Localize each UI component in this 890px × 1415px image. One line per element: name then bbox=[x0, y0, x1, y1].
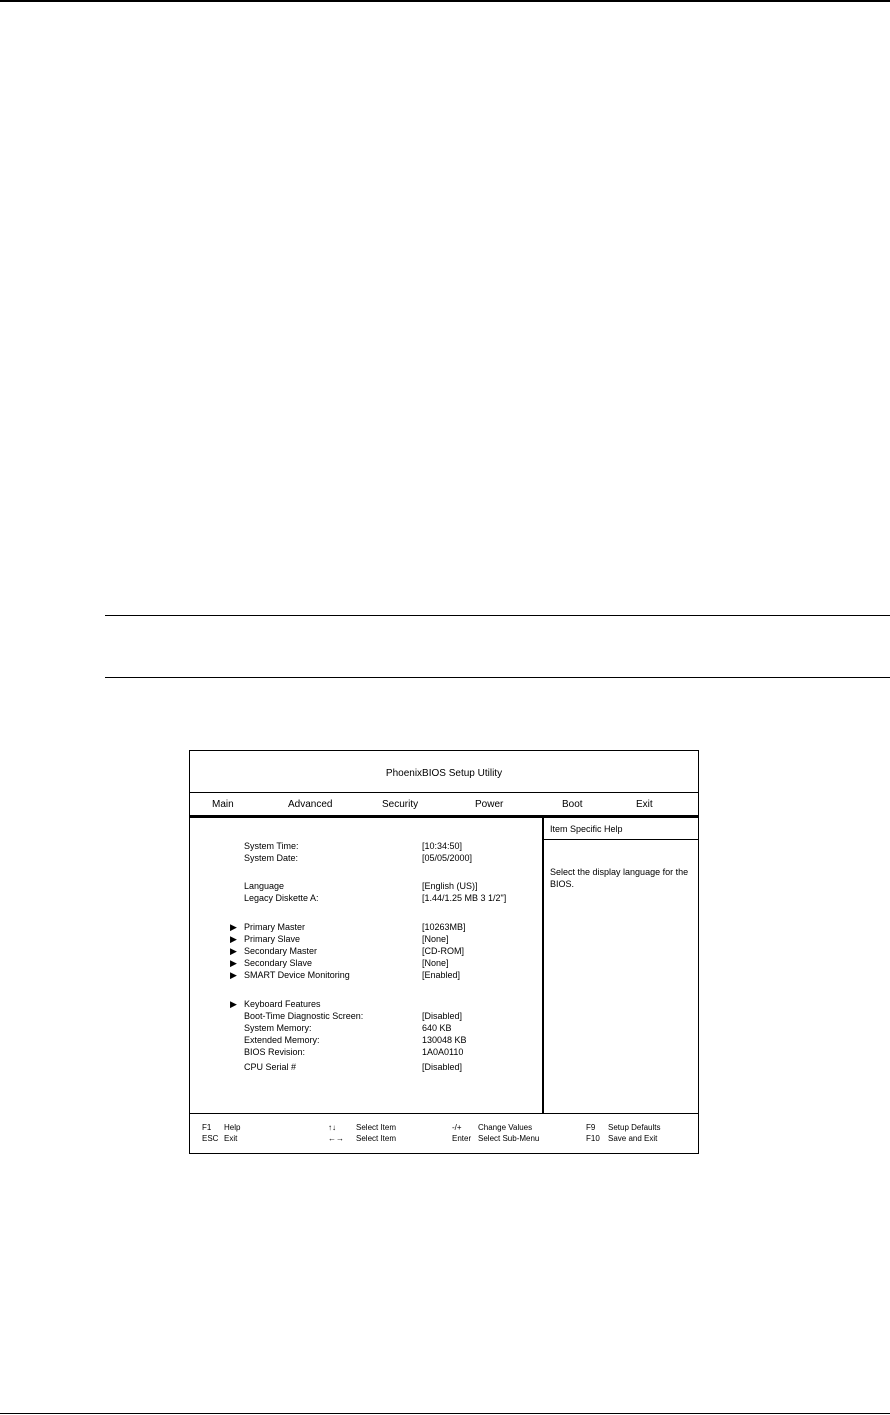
page-top-rule bbox=[0, 0, 890, 2]
setting-primary-master[interactable] bbox=[190, 921, 542, 933]
setting-value[interactable]: [None] bbox=[422, 934, 449, 944]
setting-label: Primary Slave bbox=[244, 934, 301, 944]
help-panel bbox=[544, 818, 698, 1113]
menu-power[interactable]: Power bbox=[475, 799, 504, 810]
key-f9-desc: Setup Defaults bbox=[608, 1123, 661, 1132]
setting-secondary-master[interactable] bbox=[190, 945, 542, 957]
bios-menu-bar bbox=[190, 793, 698, 818]
key-enter-desc: Select Sub-Menu bbox=[478, 1134, 540, 1143]
setting-secondary-slave[interactable] bbox=[190, 957, 542, 969]
arrow-left-right-icon: ←→ bbox=[328, 1134, 344, 1143]
setting-value: 640 KB bbox=[422, 1023, 452, 1033]
help-title: Item Specific Help bbox=[544, 818, 698, 840]
setting-value[interactable]: [05/05/2000] bbox=[422, 853, 473, 863]
setting-bios-revision bbox=[190, 1046, 542, 1058]
key-enter: Enter bbox=[452, 1134, 472, 1143]
setting-value[interactable]: [CD-ROM] bbox=[422, 946, 464, 956]
setting-value: 130048 KB bbox=[422, 1035, 467, 1045]
key-f1-desc: Help bbox=[224, 1123, 241, 1132]
help-text: Select the display language for the BIOS. bbox=[550, 867, 689, 889]
menu-boot[interactable]: Boot bbox=[562, 799, 583, 810]
setting-system-date[interactable] bbox=[190, 852, 542, 864]
key-minus-plus-desc: Change Values bbox=[478, 1123, 533, 1132]
submenu-arrow-icon: ▶ bbox=[230, 999, 237, 1009]
bios-settings-panel bbox=[190, 818, 542, 1113]
key-f1: F1 bbox=[202, 1123, 212, 1132]
submenu-arrow-icon: ▶ bbox=[230, 970, 237, 980]
setting-label: System Memory: bbox=[244, 1023, 312, 1033]
note-box-top-rule bbox=[105, 615, 890, 616]
submenu-arrow-icon: ▶ bbox=[230, 922, 237, 932]
menu-exit[interactable]: Exit bbox=[636, 799, 653, 810]
setting-label: SMART Device Monitoring bbox=[244, 970, 350, 980]
key-f10: F10 bbox=[586, 1134, 600, 1143]
bios-key-legend bbox=[190, 1113, 698, 1153]
setting-value[interactable]: [10263MB] bbox=[422, 922, 466, 932]
key-updown-desc: Select Item bbox=[356, 1123, 397, 1132]
setting-value[interactable]: [English (US)] bbox=[422, 881, 478, 891]
submenu-arrow-icon: ▶ bbox=[230, 958, 237, 968]
setting-keyboard-features[interactable] bbox=[190, 998, 542, 1010]
setting-label: Secondary Master bbox=[244, 946, 318, 956]
key-minus-plus: -/+ bbox=[452, 1123, 462, 1132]
setting-value[interactable]: [Disabled] bbox=[422, 1062, 463, 1072]
bios-setup-screen bbox=[189, 750, 699, 1154]
setting-label: Boot-Time Diagnostic Screen: bbox=[244, 1011, 364, 1021]
setting-label: Extended Memory: bbox=[244, 1035, 320, 1045]
setting-legacy-diskette-a[interactable] bbox=[190, 892, 542, 904]
setting-system-memory bbox=[190, 1022, 542, 1034]
setting-boot-time-diagnostic-screen[interactable] bbox=[190, 1010, 542, 1022]
setting-label: Language bbox=[244, 881, 285, 891]
setting-label: System Time: bbox=[244, 841, 299, 851]
setting-language[interactable] bbox=[190, 880, 542, 892]
menu-security[interactable]: Security bbox=[382, 799, 419, 810]
submenu-arrow-icon: ▶ bbox=[230, 934, 237, 944]
setting-label: Legacy Diskette A: bbox=[244, 893, 319, 903]
setting-label: Secondary Slave bbox=[244, 958, 313, 968]
setting-cpu-serial[interactable] bbox=[190, 1061, 542, 1073]
page-bottom-rule bbox=[0, 1413, 890, 1414]
setting-value[interactable]: [Enabled] bbox=[422, 970, 461, 980]
setting-value: 1A0A0110 bbox=[422, 1047, 464, 1057]
note-box-bottom-rule bbox=[105, 677, 890, 678]
bios-title: PhoenixBIOS Setup Utility bbox=[190, 751, 698, 793]
setting-extended-memory bbox=[190, 1034, 542, 1046]
submenu-arrow-icon: ▶ bbox=[230, 946, 237, 956]
key-f10-desc: Save and Exit bbox=[608, 1134, 658, 1143]
setting-label: Keyboard Features bbox=[244, 999, 321, 1009]
setting-value[interactable]: [10:34:50] bbox=[422, 841, 463, 851]
setting-label: Primary Master bbox=[244, 922, 306, 932]
key-leftright-desc: Select Item bbox=[356, 1134, 397, 1143]
key-esc: ESC bbox=[202, 1134, 219, 1143]
key-f9: F9 bbox=[586, 1123, 596, 1132]
menu-advanced[interactable]: Advanced bbox=[288, 799, 333, 810]
setting-primary-slave[interactable] bbox=[190, 933, 542, 945]
menu-main[interactable]: Main bbox=[212, 799, 234, 810]
setting-value[interactable]: [None] bbox=[422, 958, 449, 968]
setting-label: CPU Serial # bbox=[244, 1062, 297, 1072]
setting-label: BIOS Revision: bbox=[244, 1047, 306, 1057]
setting-smart-device-monitoring[interactable] bbox=[190, 969, 542, 981]
setting-value[interactable]: [1.44/1.25 MB 3 1/2"] bbox=[422, 893, 507, 903]
arrow-up-down-icon: ↑↓ bbox=[328, 1123, 336, 1132]
setting-value[interactable]: [Disabled] bbox=[422, 1011, 463, 1021]
setting-label: System Date: bbox=[244, 853, 299, 863]
setting-system-time[interactable] bbox=[190, 840, 542, 852]
key-esc-desc: Exit bbox=[224, 1134, 238, 1143]
